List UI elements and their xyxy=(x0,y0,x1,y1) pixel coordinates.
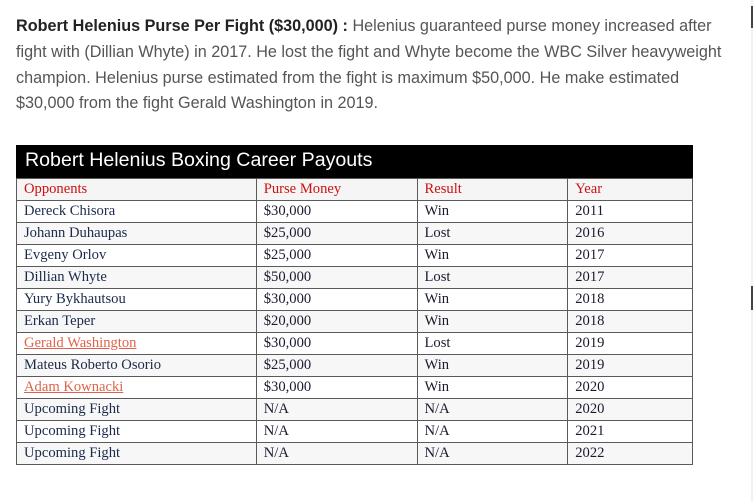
cell-opponent: Evgeny Orlov xyxy=(17,245,257,267)
intro-text: Helenius guaranteed purse money increased after fight with (Dillian Whyte) in 2017. He lost the fight and Whyte become the WBC Silver heavyweight champion. Helenius purse estimated from the fight is maximum $50,000. He make estimated $30,000 from the fight Gerald Washington in 2019. xyxy=(16,17,722,113)
cell-result: N/A xyxy=(417,399,568,421)
cell-opponent: Yury Bykhautsou xyxy=(17,289,257,311)
cell-year: 2018 xyxy=(568,311,693,333)
table-caption: Robert Helenius Boxing Career Payouts xyxy=(16,145,693,178)
table-row xyxy=(17,201,693,223)
cell-purse: N/A xyxy=(256,443,417,465)
table-row xyxy=(17,355,693,377)
cell-opponent: Johann Duhaupas xyxy=(17,223,257,245)
cell-opponent: Upcoming Fight xyxy=(17,399,257,421)
column-header-result: Result xyxy=(417,179,568,201)
cell-year: 2018 xyxy=(568,289,693,311)
intro-heading: Robert Helenius Purse Per Fight ($30,000) : xyxy=(16,17,348,35)
table-row xyxy=(17,377,693,399)
cell-result: N/A xyxy=(417,443,568,465)
cell-year: 2017 xyxy=(568,245,693,267)
table-row xyxy=(17,443,693,465)
table-row xyxy=(17,421,693,443)
cell-result: Win xyxy=(417,201,568,223)
cell-purse: $30,000 xyxy=(256,289,417,311)
payouts-table xyxy=(16,145,693,465)
table-body xyxy=(17,201,693,465)
cell-opponent: Upcoming Fight xyxy=(17,443,257,465)
cell-result: Win xyxy=(417,311,568,333)
cell-opponent xyxy=(17,377,257,399)
cell-opponent: Dillian Whyte xyxy=(17,267,257,289)
cell-result: Lost xyxy=(417,223,568,245)
cell-year: 2020 xyxy=(568,377,693,399)
cell-year: 2017 xyxy=(568,267,693,289)
cell-year: 2016 xyxy=(568,223,693,245)
cell-purse: $30,000 xyxy=(256,201,417,223)
opponent-link[interactable]: Adam Kownacki xyxy=(24,379,124,395)
cell-year: 2021 xyxy=(568,421,693,443)
table-row xyxy=(17,289,693,311)
cell-purse: $25,000 xyxy=(256,223,417,245)
table-row xyxy=(17,399,693,421)
column-header-opponents: Opponents xyxy=(17,179,257,201)
cell-purse: $30,000 xyxy=(256,377,417,399)
cell-opponent: Upcoming Fight xyxy=(17,421,257,443)
table-row xyxy=(17,223,693,245)
cell-result: Lost xyxy=(417,333,568,355)
table-row xyxy=(17,311,693,333)
column-header-purse: Purse Money xyxy=(256,179,417,201)
cell-result: Win xyxy=(417,355,568,377)
cell-result: Win xyxy=(417,289,568,311)
cell-result: Win xyxy=(417,377,568,399)
cell-purse: $25,000 xyxy=(256,355,417,377)
cell-year: 2022 xyxy=(568,443,693,465)
cell-purse: N/A xyxy=(256,421,417,443)
cell-opponent xyxy=(17,333,257,355)
cell-opponent: Dereck Chisora xyxy=(17,201,257,223)
cell-opponent: Mateus Roberto Osorio xyxy=(17,355,257,377)
cell-purse: $50,000 xyxy=(256,267,417,289)
table-row xyxy=(17,333,693,355)
cell-year: 2019 xyxy=(568,355,693,377)
cell-opponent: Erkan Teper xyxy=(17,311,257,333)
cell-result: Lost xyxy=(417,267,568,289)
cell-year: 2020 xyxy=(568,399,693,421)
cell-result: Win xyxy=(417,245,568,267)
article-body xyxy=(16,14,731,117)
table-header-row xyxy=(17,179,693,201)
cell-result: N/A xyxy=(417,421,568,443)
column-header-year: Year xyxy=(568,179,693,201)
table-row xyxy=(17,267,693,289)
intro-paragraph xyxy=(16,14,731,117)
cell-year: 2011 xyxy=(568,201,693,223)
cell-purse: $25,000 xyxy=(256,245,417,267)
table-row xyxy=(17,245,693,267)
opponent-link[interactable]: Gerald Washington xyxy=(24,335,137,351)
cell-purse: $30,000 xyxy=(256,333,417,355)
cell-year: 2019 xyxy=(568,333,693,355)
cell-purse: $20,000 xyxy=(256,311,417,333)
cell-purse: N/A xyxy=(256,399,417,421)
